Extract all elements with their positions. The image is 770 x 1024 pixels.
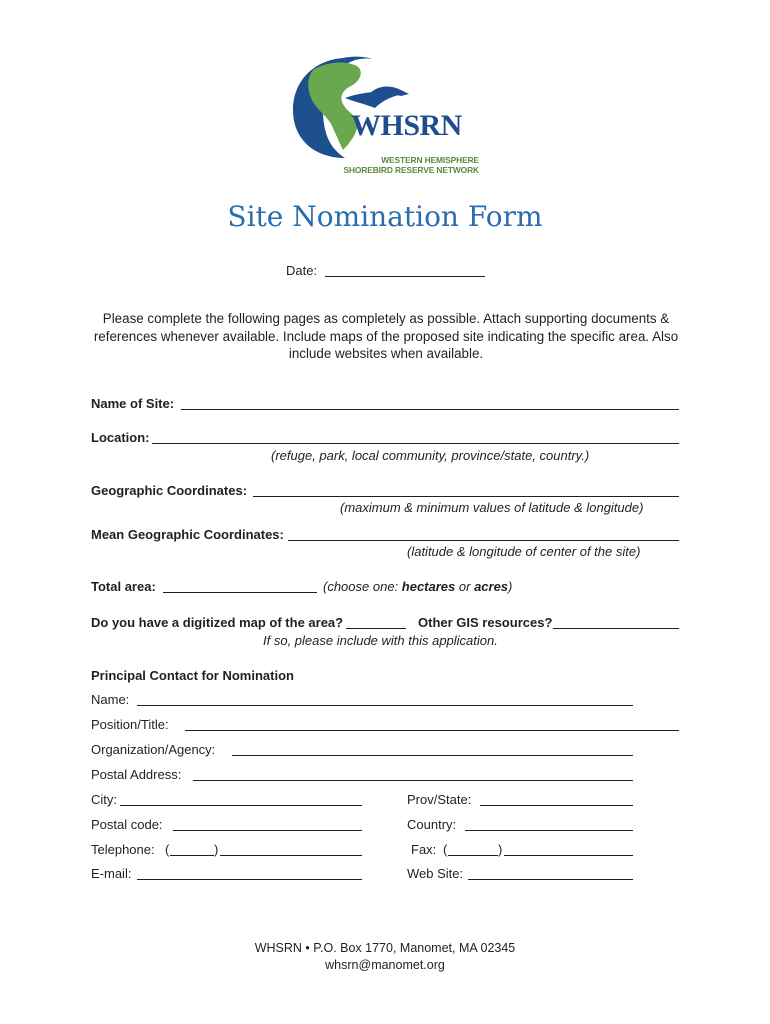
prov-state-field[interactable] — [480, 805, 633, 806]
fax-paren-close: ) — [498, 842, 503, 857]
website-field[interactable] — [468, 879, 633, 880]
digitized-map-label: Do you have a digitized map of the area? — [91, 615, 344, 630]
date-label: Date: — [286, 263, 318, 278]
organization-field[interactable] — [232, 755, 633, 756]
gis-label: Other GIS resources? — [418, 615, 553, 630]
footer-email-link[interactable]: whsrn@manomet.org — [325, 958, 445, 972]
city-label: City: — [91, 792, 117, 807]
telephone-area-code-field[interactable] — [170, 855, 214, 856]
fax-label: Fax: — [411, 842, 437, 857]
mean-coords-hint: (latitude & longitude of center of the site) — [407, 544, 641, 559]
fax-number-field[interactable] — [504, 855, 633, 856]
city-field[interactable] — [120, 805, 362, 806]
instructions-paragraph: Please complete the following pages as completely as possible. Attach supporting documents & references whenever available. Include maps of the proposed site indicating the specific area. Also include websites when available. — [93, 311, 679, 361]
page-title: Site Nomination Form — [227, 200, 543, 233]
mean-coords-label: Mean Geographic Coordinates: — [91, 527, 284, 542]
fax-paren-open: ( — [443, 842, 448, 857]
geo-coords-hint: (maximum & minimum values of latitude & longitude) — [340, 500, 644, 515]
postal-address-field[interactable] — [193, 780, 633, 781]
telephone-paren-open: ( — [165, 842, 170, 857]
website-label: Web Site: — [407, 866, 464, 881]
hectares-option[interactable]: hectares — [401, 579, 456, 594]
date-field[interactable] — [325, 276, 485, 277]
mean-coords-field[interactable] — [288, 540, 679, 541]
position-field[interactable] — [185, 730, 679, 731]
telephone-number-field[interactable] — [220, 855, 362, 856]
logo-subtitle-line2: SHOREBIRD RESERVE NETWORK — [343, 165, 479, 175]
email-label: E-mail: — [91, 866, 132, 881]
whsrn-logo — [285, 50, 485, 178]
location-label: Location: — [91, 430, 150, 445]
telephone-paren-close: ) — [214, 842, 219, 857]
footer-address: WHSRN • P.O. Box 1770, Manomet, MA 02345 — [254, 941, 516, 955]
postal-code-label: Postal code: — [91, 817, 163, 832]
logo-subtitle-line1: WESTERN HEMISPHERE — [381, 155, 479, 165]
contact-name-label: Name: — [91, 692, 130, 707]
geo-coords-field[interactable] — [253, 496, 679, 497]
digitized-map-field[interactable] — [346, 628, 406, 629]
area-unit-hint: (choose one: hectares or acres) — [323, 579, 513, 594]
postal-code-field[interactable] — [173, 830, 362, 831]
location-hint: (refuge, park, local community, province/state, country.) — [271, 448, 590, 463]
prov-state-label: Prov/State: — [407, 792, 472, 807]
logo-wordmark: WHSRN — [351, 109, 462, 142]
country-label: Country: — [407, 817, 457, 832]
fax-area-code-field[interactable] — [448, 855, 498, 856]
acres-option[interactable]: acres — [474, 579, 509, 594]
gis-hint: If so, please include with this application. — [263, 633, 498, 648]
total-area-field[interactable] — [163, 592, 317, 593]
organization-label: Organization/Agency: — [91, 742, 216, 757]
site-name-label: Name of Site: — [91, 396, 175, 411]
geo-coords-label: Geographic Coordinates: — [91, 483, 248, 498]
contact-name-field[interactable] — [137, 705, 633, 706]
total-area-label: Total area: — [91, 579, 156, 594]
email-field[interactable] — [137, 879, 362, 880]
location-field[interactable] — [152, 443, 679, 444]
telephone-label: Telephone: — [91, 842, 155, 857]
postal-address-label: Postal Address: — [91, 767, 182, 782]
position-label: Position/Title: — [91, 717, 169, 732]
footer — [0, 940, 770, 974]
country-field[interactable] — [465, 830, 633, 831]
site-name-field[interactable] — [181, 409, 679, 410]
contact-heading: Principal Contact for Nomination — [91, 668, 294, 683]
gis-field[interactable] — [553, 628, 679, 629]
